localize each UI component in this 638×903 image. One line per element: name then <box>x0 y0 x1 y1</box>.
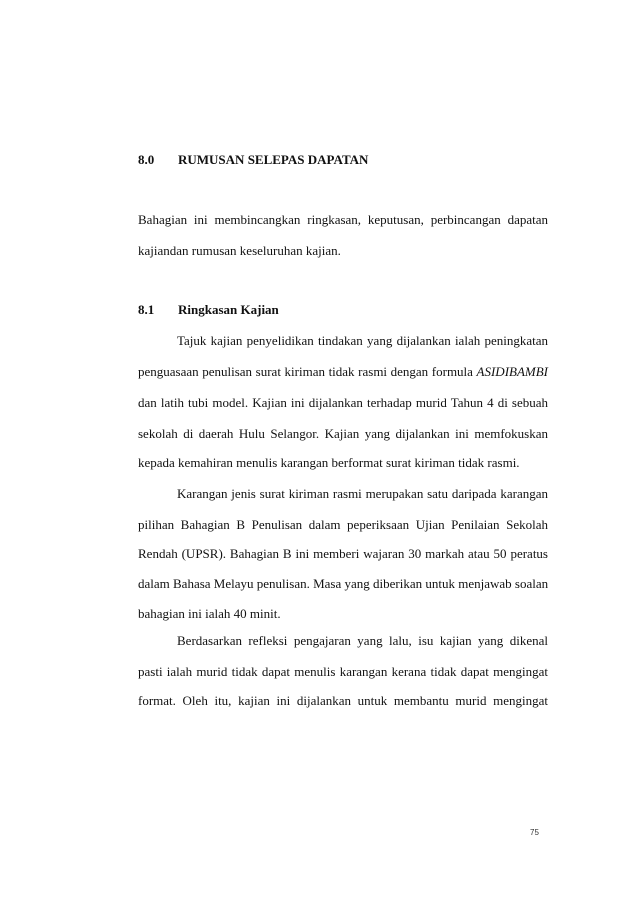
section-heading-8-1 <box>138 302 279 318</box>
para1-line-4: sekolah di daerah Hulu Selangor. Kajian yang dijalankan ini memfokuskan <box>138 426 548 441</box>
section-number: 8.1 <box>138 302 155 317</box>
para1-line-5: kepada kemahiran menulis karangan berformat surat kiriman tidak rasmi. <box>138 455 520 470</box>
section-title: Ringkasan Kajian <box>178 302 279 317</box>
para3-line-1: Berdasarkan refleksi pengajaran yang lalu, isu kajian yang dikenal <box>177 633 548 648</box>
intro-line-2: kajiandan rumusan keseluruhan kajian. <box>138 243 341 258</box>
para1-line-3: dan latih tubi model. Kajian ini dijalankan terhadap murid Tahun 4 di sebuah <box>138 395 548 410</box>
page-number: 75 <box>530 828 539 837</box>
para3-line-2: pasti ialah murid tidak dapat menulis karangan kerana tidak dapat mengingat <box>138 664 548 679</box>
para3-line-3: format. Oleh itu, kajian ini dijalankan untuk membantu murid mengingat <box>138 693 548 708</box>
formula-name: ASIDIBAMBI <box>476 364 548 379</box>
para2-line-1: Karangan jenis surat kiriman rasmi merupakan satu daripada karangan <box>177 486 548 501</box>
section-number: 8.0 <box>138 152 155 167</box>
para1-line-2 <box>138 364 548 380</box>
para1-line-2-text: penguasaan penulisan surat kiriman tidak rasmi dengan formula <box>138 364 477 379</box>
para2-line-3: Rendah (UPSR). Bahagian B ini memberi wajaran 30 markah atau 50 peratus <box>138 546 548 561</box>
para2-line-5: bahagian ini ialah 40 minit. <box>138 606 281 621</box>
section-title: RUMUSAN SELEPAS DAPATAN <box>178 152 369 167</box>
intro-line-1: Bahagian ini membincangkan ringkasan, keputusan, perbincangan dapatan <box>138 212 548 227</box>
para2-line-2: pilihan Bahagian B Penulisan dalam peperiksaan Ujian Penilaian Sekolah <box>138 517 548 532</box>
section-heading-8-0 <box>138 152 368 168</box>
para2-line-4: dalam Bahasa Melayu penulisan. Masa yang diberikan untuk menjawab soalan <box>138 576 549 591</box>
para1-line-1: Tajuk kajian penyelidikan tindakan yang dijalankan ialah peningkatan <box>177 333 548 348</box>
